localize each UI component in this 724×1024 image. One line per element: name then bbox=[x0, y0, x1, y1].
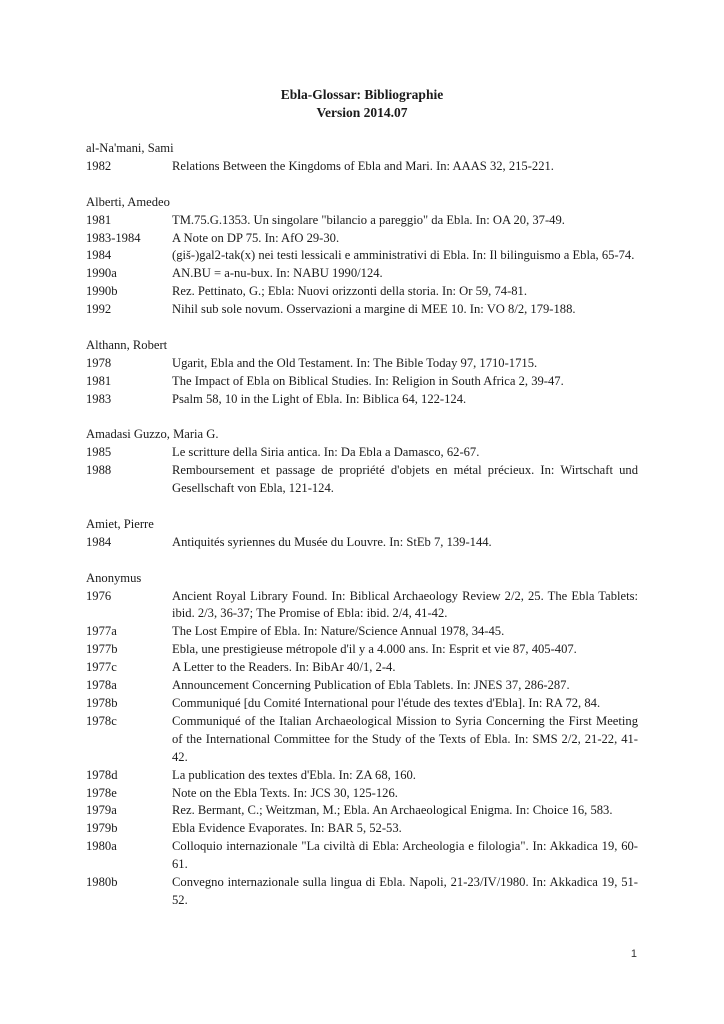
entry-text: The Impact of Ebla on Biblical Studies. In: Religion in South Africa 2, 39-47. bbox=[172, 373, 564, 388]
entry-text: Ugarit, Ebla and the Old Testament. In: The Bible Today 97, 1710-1715. bbox=[172, 355, 538, 370]
author-group bbox=[86, 426, 638, 498]
entry-text: La publication des textes d'Ebla. In: ZA 68, 160. bbox=[172, 767, 416, 782]
author-name: Anonymus bbox=[86, 570, 142, 585]
document-title: Ebla-Glossar: Bibliographie bbox=[280, 87, 444, 102]
entry-year: 1985 bbox=[86, 445, 112, 460]
entry-year: 1992 bbox=[86, 302, 112, 317]
entry-text: TM.75.G.1353. Un singolare "bilancio a pareggio" da Ebla. In: OA 20, 37-49. bbox=[172, 212, 565, 227]
author-name: Amiet, Pierre bbox=[86, 516, 154, 531]
author-group bbox=[86, 194, 638, 319]
bibliography-entry bbox=[86, 230, 638, 248]
bibliography-entry bbox=[86, 373, 638, 391]
bibliography-entry bbox=[86, 265, 638, 283]
entry-text: Communiqué [du Comité International pour l'étude des textes d'Ebla]. In: RA 72, 84. bbox=[172, 696, 601, 711]
entry-year: 1981 bbox=[86, 212, 112, 227]
bibliography-entry bbox=[86, 802, 638, 820]
bibliography-entry bbox=[86, 695, 638, 713]
entry-text: A Letter to the Readers. In: BibAr 40/1, 2-4. bbox=[172, 660, 396, 675]
entry-year: 1980b bbox=[86, 875, 118, 890]
bibliography-entry bbox=[86, 444, 638, 462]
bibliography-entry bbox=[86, 677, 638, 695]
author-name: Amadasi Guzzo, Maria G. bbox=[86, 427, 219, 442]
bibliography-entry bbox=[86, 355, 638, 373]
bibliography-entry bbox=[86, 212, 638, 230]
entry-text: Le scritture della Siria antica. In: Da Ebla a Damasco, 62-67. bbox=[172, 445, 480, 460]
author-name: Althann, Robert bbox=[86, 337, 168, 352]
entry-year: 1978a bbox=[86, 678, 117, 693]
bibliography-entry bbox=[86, 641, 638, 659]
entry-text: Convegno internazionale sulla lingua di Ebla. Napoli, 21-23/IV/1980. In: Akkadica 19, 51-52. bbox=[172, 875, 638, 907]
bibliography-list bbox=[86, 140, 638, 928]
entry-year: 1988 bbox=[86, 463, 112, 478]
bibliography-entry bbox=[86, 623, 638, 641]
entry-year: 1990b bbox=[86, 284, 118, 299]
entry-text: Announcement Concerning Publication of Ebla Tablets. In: JNES 37, 286-287. bbox=[172, 678, 570, 693]
bibliography-entry bbox=[86, 391, 638, 409]
entry-year: 1977c bbox=[86, 660, 117, 675]
entry-text: Nihil sub sole novum. Osservazioni a margine di MEE 10. In: VO 8/2, 179-188. bbox=[172, 302, 576, 317]
bibliography-entry bbox=[86, 462, 638, 498]
bibliography-entry bbox=[86, 874, 638, 910]
bibliography-entry bbox=[86, 534, 638, 552]
bibliography-entry bbox=[86, 247, 638, 265]
bibliography-entry bbox=[86, 158, 638, 176]
bibliography-entry bbox=[86, 713, 638, 767]
author-group bbox=[86, 516, 638, 552]
entry-year: 1980a bbox=[86, 839, 117, 854]
document-version: Version 2014.07 bbox=[316, 105, 408, 120]
entry-text: (giš-)gal2-tak(x) nei testi lessicali e amministrativi di Ebla. In: Il bilinguismo a Ebla, 65-74. bbox=[172, 248, 635, 263]
entry-year: 1978c bbox=[86, 713, 117, 728]
entry-year: 1978 bbox=[86, 355, 112, 370]
entry-year: 1984 bbox=[86, 534, 112, 549]
entry-year: 1990a bbox=[86, 266, 117, 281]
bibliography-entry bbox=[86, 283, 638, 301]
entry-year: 1978b bbox=[86, 696, 118, 711]
entry-year: 1979a bbox=[86, 803, 117, 818]
bibliography-entry bbox=[86, 820, 638, 838]
bibliography-entry bbox=[86, 588, 638, 624]
entry-year: 1979b bbox=[86, 821, 118, 836]
entry-text: Ebla, une prestigieuse métropole d'il y a 4.000 ans. In: Esprit et vie 87, 405-407. bbox=[172, 642, 577, 657]
entry-year: 1984 bbox=[86, 248, 112, 263]
entry-text: AN.BU = a-nu-bux. In: NABU 1990/124. bbox=[172, 266, 383, 281]
entry-year: 1981 bbox=[86, 373, 112, 388]
entry-text: Colloquio internazionale "La civiltà di Ebla: Archeologia e filologia". In: Akkadica 19, 60-61. bbox=[172, 839, 638, 872]
entry-text: Ancient Royal Library Found. In: Biblical Archaeology Review 2/2, 25. The Ebla Tablets: ibid. 2/3, 36-37; The Promise of Ebla: ibid. 2/4, 41-42. bbox=[172, 588, 638, 621]
entry-text: A Note on DP 75. In: AfO 29-30. bbox=[172, 230, 340, 245]
entry-year: 1983 bbox=[86, 391, 112, 406]
bibliography-entry bbox=[86, 659, 638, 677]
entry-year: 1983-1984 bbox=[86, 230, 141, 245]
bibliography-entry bbox=[86, 767, 638, 785]
author-group bbox=[86, 140, 638, 176]
entry-year: 1978d bbox=[86, 767, 118, 782]
entry-text: Rez. Bermant, C.; Weitzman, M.; Ebla. An Archaeological Enigma. In: Choice 16, 583. bbox=[172, 803, 613, 818]
entry-text: Note on the Ebla Texts. In: JCS 30, 125-126. bbox=[172, 785, 398, 800]
author-name: Alberti, Amedeo bbox=[86, 194, 170, 209]
entry-year: 1978e bbox=[86, 785, 117, 800]
entry-year: 1977a bbox=[86, 624, 117, 639]
bibliography-entry bbox=[86, 785, 638, 803]
author-name: al-Na'mani, Sami bbox=[86, 141, 174, 155]
author-group bbox=[86, 337, 638, 409]
entry-text: Remboursement et passage de propriété d'objets en métal précieux. In: Wirtschaft und Gesellschaft von Ebla, 121-124. bbox=[172, 463, 638, 496]
entry-text: Relations Between the Kingdoms of Ebla and Mari. In: AAAS 32, 215-221. bbox=[172, 158, 554, 173]
bibliography-entry bbox=[86, 301, 638, 319]
entry-text: Ebla Evidence Evaporates. In: BAR 5, 52-53. bbox=[172, 821, 402, 836]
bibliography-entry bbox=[86, 838, 638, 874]
entry-year: 1976 bbox=[86, 588, 112, 603]
entry-year: 1977b bbox=[86, 642, 118, 657]
entry-text: Antiquités syriennes du Musée du Louvre. In: StEb 7, 139-144. bbox=[172, 534, 492, 549]
entry-text: Psalm 58, 10 in the Light of Ebla. In: Biblica 64, 122-124. bbox=[172, 391, 467, 406]
entry-text: Communiqué of the Italian Archaeological Mission to Syria Concerning the First Meeting of the International Committee for the Study of the Texts of Ebla. In: SMS 2/2, 21-22, 41-42. bbox=[172, 713, 638, 764]
page-number: 1 bbox=[630, 948, 637, 960]
entry-text: Rez. Pettinato, G.; Ebla: Nuovi orizzonti della storia. In: Or 59, 74-81. bbox=[172, 284, 527, 299]
author-group bbox=[86, 570, 638, 910]
entry-text: The Lost Empire of Ebla. In: Nature/Science Annual 1978, 34-45. bbox=[172, 624, 505, 639]
entry-year: 1982 bbox=[86, 158, 112, 173]
